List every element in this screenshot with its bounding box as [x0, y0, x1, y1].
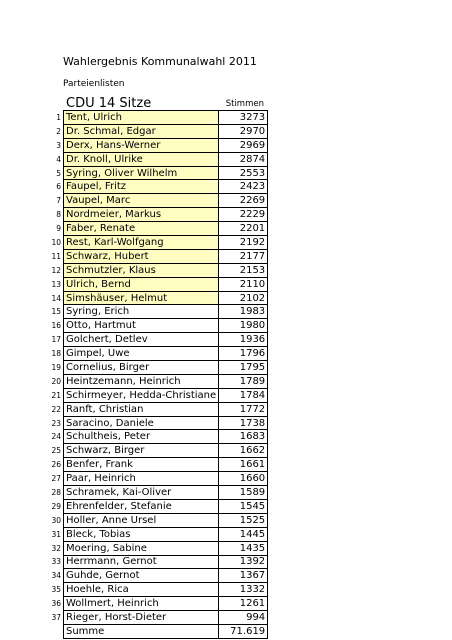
candidate-name-cell: Paar, Heinrich [64, 472, 219, 486]
rank-cell: 37 [51, 613, 61, 622]
table-row [37, 319, 268, 333]
rank-cell: 7 [56, 196, 61, 206]
votes-cell: 2269 [219, 194, 268, 208]
votes-cell: 1661 [219, 458, 268, 472]
rank-cell: 32 [51, 543, 61, 553]
candidate-name-cell: Faber, Renate [64, 222, 219, 236]
candidate-name-cell: Ehrenfelder, Stefanie [64, 499, 219, 513]
votes-cell: 1683 [219, 430, 268, 444]
votes-cell: 1795 [219, 361, 268, 375]
candidate-name-cell: Otto, Hartmut [64, 319, 219, 333]
rank-cell: 10 [51, 237, 61, 247]
table-row [37, 527, 268, 541]
rank-cell: 4 [56, 154, 61, 164]
votes-cell: 2153 [219, 263, 268, 277]
rank-cell: 34 [51, 571, 61, 581]
votes-cell: 2177 [219, 249, 268, 263]
table-row [37, 222, 268, 236]
rank-cell: 11 [51, 251, 61, 261]
rank-cell: 26 [51, 460, 61, 470]
rank-cell: 15 [51, 307, 61, 317]
rank-cell: 18 [51, 349, 61, 359]
rank-cell: 3 [56, 140, 61, 150]
candidate-name-cell: Cornelius, Birger [64, 361, 219, 375]
votes-cell: 2423 [219, 180, 268, 194]
votes-cell: 994 [219, 611, 268, 625]
candidate-name-cell: Vaupel, Marc [64, 194, 219, 208]
rank-cell: 1 [56, 112, 61, 122]
votes-cell: 1261 [219, 597, 268, 611]
table-row [37, 166, 268, 180]
votes-cell: 1936 [219, 333, 268, 347]
candidate-name-cell: Dr. Schmal, Edgar [64, 124, 219, 138]
votes-cell: 1435 [219, 541, 268, 555]
candidate-name-cell: Bleck, Tobias [64, 527, 219, 541]
rank-cell: 36 [51, 599, 61, 609]
votes-cell: 1332 [219, 583, 268, 597]
votes-cell: 2192 [219, 236, 268, 250]
rank-cell: 9 [56, 224, 61, 234]
table-row [37, 541, 268, 555]
votes-cell: 2874 [219, 152, 268, 166]
rank-cell: 33 [51, 557, 61, 567]
document-title: Wahlergebnis Kommunalwahl 2011 [63, 55, 257, 68]
candidate-name-cell: Herrmann, Gernot [64, 555, 219, 569]
votes-cell: 1545 [219, 499, 268, 513]
candidate-name-cell: Golchert, Detlev [64, 333, 219, 347]
table-row [37, 444, 268, 458]
table-row [37, 458, 268, 472]
votes-cell: 2229 [219, 208, 268, 222]
candidate-name-cell: Simshäuser, Helmut [64, 291, 219, 305]
candidate-name-cell: Benfer, Frank [64, 458, 219, 472]
candidate-name-cell: Schmutzler, Klaus [64, 263, 219, 277]
candidate-name-cell: Tent, Ulrich [64, 111, 219, 125]
table-row [37, 180, 268, 194]
rank-cell: 2 [56, 126, 61, 136]
rank-cell: 23 [51, 418, 61, 428]
rank-cell: 29 [51, 501, 61, 511]
table-row [37, 208, 268, 222]
votes-cell: 1738 [219, 416, 268, 430]
candidate-name-cell: Gimpel, Uwe [64, 347, 219, 361]
rank-cell: 22 [51, 404, 61, 414]
candidate-name-cell: Schultheis, Peter [64, 430, 219, 444]
votes-cell: 1796 [219, 347, 268, 361]
table-row [37, 499, 268, 513]
votes-column-header: Stimmen [225, 99, 264, 109]
votes-cell: 1662 [219, 444, 268, 458]
candidate-name-cell: Heintzemann, Heinrich [64, 374, 219, 388]
summary-rank-cell [37, 624, 64, 638]
candidate-name-cell: Nordmeier, Markus [64, 208, 219, 222]
candidate-name-cell: Schirmeyer, Hedda-Christiane [64, 388, 219, 402]
table-row [37, 402, 268, 416]
votes-cell: 1784 [219, 388, 268, 402]
rank-cell: 25 [51, 446, 61, 456]
table-row [37, 513, 268, 527]
rank-cell: 24 [51, 432, 61, 442]
candidate-name-cell: Syring, Oliver Wilhelm [64, 166, 219, 180]
candidate-name-cell: Saracino, Daniele [64, 416, 219, 430]
votes-cell: 1392 [219, 555, 268, 569]
rank-cell: 27 [51, 474, 61, 484]
summary-total-cell: 71.619 [219, 624, 268, 638]
rank-cell: 12 [51, 265, 61, 275]
votes-cell: 1589 [219, 486, 268, 500]
candidate-name-cell: Schramek, Kai-Oliver [64, 486, 219, 500]
table-row [37, 249, 268, 263]
table-row [37, 277, 268, 291]
rank-cell: 28 [51, 487, 61, 497]
table-row [37, 111, 268, 125]
candidate-name-cell: Derx, Hans-Werner [64, 138, 219, 152]
votes-cell: 1980 [219, 319, 268, 333]
votes-cell: 2102 [219, 291, 268, 305]
rank-cell: 30 [51, 515, 61, 525]
table-row [37, 472, 268, 486]
candidate-name-cell: Schwarz, Birger [64, 444, 219, 458]
party-heading: CDU 14 Sitze [66, 96, 152, 111]
table-row [37, 569, 268, 583]
rank-cell: 35 [51, 585, 61, 595]
candidate-name-cell: Moering, Sabine [64, 541, 219, 555]
rank-cell: 20 [51, 376, 61, 386]
table-row [37, 347, 268, 361]
rank-cell: 13 [51, 279, 61, 289]
candidate-name-cell: Faupel, Fritz [64, 180, 219, 194]
table-row [37, 236, 268, 250]
rank-cell: 14 [51, 293, 61, 303]
rank-cell: 17 [51, 335, 61, 345]
votes-cell: 2969 [219, 138, 268, 152]
rank-cell: 16 [51, 321, 61, 331]
summary-row [37, 624, 268, 638]
table-row [37, 138, 268, 152]
table-row [37, 291, 268, 305]
rank-cell: 31 [51, 529, 61, 539]
table-row [37, 374, 268, 388]
table-row [37, 333, 268, 347]
table-row [37, 486, 268, 500]
candidate-name-cell: Rest, Karl-Wolfgang [64, 236, 219, 250]
votes-cell: 1525 [219, 513, 268, 527]
candidate-name-cell: Ranft, Christian [64, 402, 219, 416]
table-row [37, 152, 268, 166]
votes-cell: 1772 [219, 402, 268, 416]
votes-cell: 1660 [219, 472, 268, 486]
table-row [37, 388, 268, 402]
table-row [37, 583, 268, 597]
votes-cell: 1789 [219, 374, 268, 388]
votes-cell: 1445 [219, 527, 268, 541]
votes-cell: 2201 [219, 222, 268, 236]
candidate-name-cell: Rieger, Horst-Dieter [64, 611, 219, 625]
votes-cell: 2970 [219, 124, 268, 138]
candidate-name-cell: Ulrich, Bernd [64, 277, 219, 291]
candidate-name-cell: Holler, Anne Ursel [64, 513, 219, 527]
votes-cell: 2110 [219, 277, 268, 291]
votes-cell: 2553 [219, 166, 268, 180]
table-row [37, 611, 268, 625]
results-table [37, 110, 268, 639]
rank-cell: 19 [51, 362, 61, 372]
table-row [37, 263, 268, 277]
candidate-name-cell: Dr. Knoll, Ulrike [64, 152, 219, 166]
rank-cell: 6 [56, 182, 61, 192]
candidate-name-cell: Hoehle, Rica [64, 583, 219, 597]
table-row [37, 416, 268, 430]
rank-cell: 5 [56, 168, 61, 178]
document-subtitle: Parteienlisten [63, 79, 125, 89]
candidate-name-cell: Schwarz, Hubert [64, 249, 219, 263]
candidate-name-cell: Wollmert, Heinrich [64, 597, 219, 611]
table-row [37, 555, 268, 569]
summary-label-cell: Summe [64, 624, 219, 638]
rank-cell: 8 [56, 210, 61, 220]
table-row [37, 597, 268, 611]
votes-cell: 1983 [219, 305, 268, 319]
votes-cell: 3273 [219, 111, 268, 125]
table-row [37, 305, 268, 319]
votes-cell: 1367 [219, 569, 268, 583]
candidate-name-cell: Guhde, Gernot [64, 569, 219, 583]
results-table-body [37, 111, 268, 639]
table-row [37, 361, 268, 375]
table-row [37, 194, 268, 208]
candidate-name-cell: Syring, Erich [64, 305, 219, 319]
table-row [37, 124, 268, 138]
rank-cell: 21 [51, 390, 61, 400]
table-row [37, 430, 268, 444]
